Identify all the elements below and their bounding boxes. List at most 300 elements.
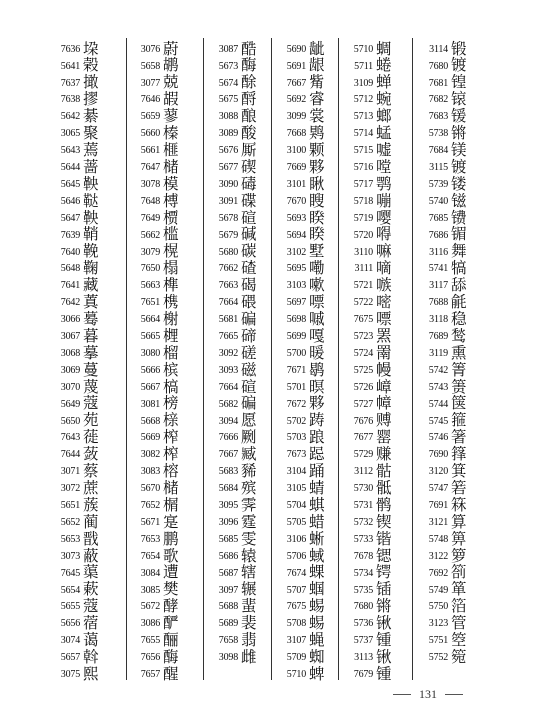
entry-character: 酾: [163, 631, 179, 649]
entry-character: 嗽: [309, 276, 325, 295]
entry-character: 蔷: [83, 157, 99, 176]
entry-character: 箩: [451, 546, 467, 565]
entry-code: 7670: [286, 195, 306, 207]
entry-character: 骶: [376, 478, 392, 497]
entry-code: 5744: [428, 398, 448, 410]
entry-character: 嘤: [376, 208, 392, 227]
entry-code: 3116: [429, 246, 448, 258]
entry-code: 5648: [60, 263, 80, 275]
entry-code: 7664: [218, 381, 238, 393]
entry-row: [130, 663, 179, 686]
entry-code: 3109: [353, 77, 373, 89]
entry-code: 5736: [353, 618, 373, 630]
entry-code: 5683: [218, 466, 238, 478]
entry-character: 歌: [163, 546, 179, 565]
entry-code: 7686: [428, 229, 448, 241]
entry-code: 5675: [218, 94, 238, 106]
entry-character: 臧: [241, 445, 257, 464]
entry-character: 厮: [241, 140, 257, 159]
entry-code: 5706: [286, 550, 306, 562]
entry-character: 蔻: [83, 597, 99, 616]
entry-character: 嘚: [376, 225, 392, 244]
entry-character: 鹗: [376, 174, 392, 193]
entry-code: 5746: [428, 432, 448, 444]
entry-character: 嘌: [376, 309, 392, 328]
entry-code: 5698: [286, 314, 306, 326]
entry-code: 7682: [428, 94, 448, 106]
entry-character: 鞘: [83, 225, 99, 244]
entry-code: 5703: [286, 432, 306, 444]
entry-code: 7656: [140, 652, 160, 664]
entry-character: 雯: [241, 529, 257, 548]
entry-character: 酵: [163, 597, 179, 616]
entry-character: 墅: [309, 242, 325, 261]
entry-code: 3066: [60, 314, 80, 326]
entry-character: 蜘: [309, 647, 325, 666]
entry-character: 箔: [451, 597, 467, 616]
entry-code: 3093: [218, 364, 238, 376]
entry-code: 3120: [428, 466, 448, 478]
entry-code: 7644: [60, 449, 80, 461]
entry-character: 蜢: [376, 124, 392, 142]
entry-character: 锹: [376, 614, 392, 633]
entry-character: 榨: [163, 445, 179, 464]
entry-code: 5720: [353, 229, 373, 241]
entry-code: 5747: [428, 483, 448, 495]
entry-code: 3123: [428, 618, 448, 630]
entry-code: 5729: [353, 449, 373, 461]
entry-character: 槛: [163, 225, 179, 244]
entry-character: 罂: [376, 428, 392, 447]
entry-code: 5671: [140, 516, 160, 528]
entry-code: 3113: [354, 652, 373, 664]
entry-code: 5681: [218, 314, 238, 326]
entry-code: 5711: [354, 60, 373, 72]
entry-character: 稳: [451, 309, 467, 328]
entry-character: 碣: [241, 276, 257, 295]
entry-code: 7691: [428, 500, 448, 512]
entry-character: 蜴: [309, 614, 325, 633]
entry-code: 7665: [218, 331, 238, 343]
entry-character: 蜾: [309, 563, 325, 582]
entry-character: 蜿: [376, 90, 392, 109]
entry-code: 3104: [286, 466, 306, 478]
entry-code: 3094: [218, 415, 238, 427]
entry-code: 3096: [218, 516, 238, 528]
entry-character: 鹙: [451, 326, 467, 345]
entry-character: 锴: [376, 529, 392, 548]
entry-character: 箐: [451, 360, 467, 379]
entry-code: 5738: [428, 128, 448, 140]
entry-code: 5653: [60, 533, 80, 545]
entry-character: 嘡: [376, 157, 392, 176]
entry-code: 5717: [353, 178, 373, 190]
entry-character: 嘣: [376, 191, 392, 210]
entry-code: 5697: [286, 297, 306, 309]
entry-character: 撖: [83, 73, 99, 92]
entry-character: 碟: [241, 191, 257, 210]
entry-character: 磋: [241, 343, 257, 362]
entry-code: 5715: [353, 145, 373, 157]
entry-character: 暮: [83, 326, 99, 345]
entry-code: 7658: [218, 635, 238, 647]
entry-row: [276, 663, 325, 686]
entry-character: 榖: [83, 56, 99, 75]
entry-code: 5685: [218, 533, 238, 545]
entry-code: 5687: [218, 567, 238, 579]
entry-character: 鞅: [83, 208, 99, 227]
entry-code: 7677: [353, 432, 373, 444]
entry-character: 碱: [241, 225, 257, 244]
entry-character: 舞: [451, 242, 467, 261]
entry-character: 酶: [163, 647, 179, 666]
entry-character: 嘁: [309, 309, 325, 328]
entry-code: 7639: [60, 229, 80, 241]
entry-code: 5682: [218, 398, 238, 410]
entry-character: 镄: [451, 208, 467, 227]
entry-character: 綦: [83, 107, 99, 126]
entry-code: 5660: [140, 128, 160, 140]
entry-character: 锾: [451, 107, 467, 126]
entry-code: 7692: [428, 567, 448, 579]
entry-character: 嘞: [309, 259, 325, 278]
entry-code: 7647: [140, 162, 160, 174]
entry-code: 5705: [286, 516, 306, 528]
entry-code: 5725: [353, 364, 373, 376]
entry-character: 骷: [376, 462, 392, 480]
entry-code: 5751: [428, 635, 448, 647]
entry-character: 槜: [163, 293, 179, 311]
column-divider: [338, 38, 339, 680]
entry-code: 5712: [353, 94, 373, 106]
entry-character: 赙: [376, 411, 392, 430]
entry-character: 蝇: [309, 631, 325, 649]
entry-character: 槠: [163, 157, 179, 176]
entry-code: 7662: [218, 263, 238, 275]
entry-character: 碶: [241, 157, 257, 176]
entry-code: 5700: [286, 347, 306, 359]
entry-code: 5714: [353, 128, 373, 140]
entry-character: 榑: [163, 191, 179, 210]
entry-character: 酷: [241, 39, 257, 58]
entry-code: 5695: [286, 263, 306, 275]
entry-code: 7645: [60, 567, 80, 579]
entry-character: 镀: [451, 56, 467, 75]
entry-character: 酹: [241, 90, 257, 109]
entry-character: 霁: [241, 495, 257, 514]
entry-character: 睽: [309, 208, 325, 227]
entry-code: 7646: [140, 94, 160, 106]
entry-code: 7667: [286, 77, 306, 89]
entry-code: 5701: [286, 381, 306, 393]
entry-character: 暝: [309, 377, 325, 396]
entry-character: 鹕: [163, 56, 179, 75]
entry-code: 5702: [286, 415, 306, 427]
page-number: 131: [419, 687, 437, 701]
entry-character: 蜱: [309, 664, 325, 683]
entry-code: 5721: [353, 280, 373, 292]
entry-code: 7643: [60, 432, 80, 444]
entry-code: 5673: [218, 60, 238, 72]
entry-character: 锽: [451, 73, 467, 92]
entry-character: 箦: [451, 377, 467, 396]
entry-character: 踉: [309, 428, 325, 447]
entry-code: 5726: [353, 381, 373, 393]
entry-character: 蕖: [83, 563, 99, 582]
entry-code: 5742: [428, 364, 448, 376]
entry-code: 5741: [428, 263, 448, 275]
entry-character: 模: [163, 174, 179, 193]
entry-character: 箧: [451, 394, 467, 413]
entry-character: 嘛: [376, 242, 392, 261]
entry-code: 7652: [140, 500, 160, 512]
entry-code: 5739: [428, 178, 448, 190]
entry-character: 蜩: [376, 39, 392, 58]
entry-character: 槟: [163, 360, 179, 379]
entry-character: 蜡: [309, 512, 325, 531]
entry-character: 蔑: [83, 377, 99, 396]
entry-character: 蔼: [83, 631, 99, 649]
entry-character: 槠: [163, 478, 179, 497]
entry-character: 罴: [376, 326, 392, 345]
entry-character: 箪: [451, 580, 467, 599]
entry-character: 管: [451, 614, 467, 633]
entry-character: 毹: [451, 293, 467, 311]
entry-code: 5658: [140, 60, 160, 72]
entry-character: 酽: [163, 614, 179, 633]
entry-character: 蜞: [309, 495, 325, 514]
entry-code: 5643: [60, 145, 80, 157]
entry-code: 3110: [354, 246, 373, 258]
entry-character: 嘏: [163, 90, 179, 109]
column-divider: [271, 38, 272, 680]
entry-code: 5651: [60, 500, 80, 512]
entry-code: 5662: [140, 229, 160, 241]
entry-character: 嗾: [376, 276, 392, 295]
entry-code: 7640: [60, 246, 80, 258]
entry-character: 摎: [83, 90, 99, 109]
entry-character: 箨: [451, 445, 467, 464]
entry-character: 蒖: [83, 293, 99, 311]
entry-code: 5718: [353, 195, 373, 207]
entry-character: 藏: [83, 276, 99, 295]
column-divider: [126, 38, 127, 680]
entry-code: 7675: [353, 314, 373, 326]
entry-code: 5692: [286, 94, 306, 106]
entry-code: 7663: [218, 280, 238, 292]
entry-code: 5657: [60, 652, 80, 664]
entry-code: 7681: [428, 77, 448, 89]
entry-code: 5731: [353, 500, 373, 512]
entry-code: 3068: [60, 347, 80, 359]
entry-code: 3092: [218, 347, 238, 359]
entry-code: 3088: [218, 111, 238, 123]
entry-character: 箚: [451, 563, 467, 582]
entry-character: 碴: [241, 259, 257, 278]
entry-code: 5723: [353, 331, 373, 343]
entry-character: 龇: [309, 39, 325, 58]
column-divider: [412, 38, 413, 680]
entry-code: 5710: [353, 43, 373, 55]
entry-code: 3074: [60, 635, 80, 647]
entry-code: 3065: [60, 128, 80, 140]
entry-character: 榥: [163, 242, 179, 261]
entry-code: 5716: [353, 162, 373, 174]
entry-character: 蔻: [83, 394, 99, 413]
entry-character: 蔫: [83, 140, 99, 159]
entry-code: 5710: [286, 669, 306, 681]
entry-code: 5655: [60, 601, 80, 613]
entry-code: 5663: [140, 280, 160, 292]
entry-code: 5727: [353, 398, 373, 410]
entry-code: 5709: [286, 652, 306, 664]
entry-character: 螂: [376, 107, 392, 126]
entry-code: 7653: [140, 533, 160, 545]
entry-character: 摹: [83, 343, 99, 362]
entry-character: 蔓: [83, 360, 99, 379]
entry-character: 箸: [451, 428, 467, 447]
entry-code: 7642: [60, 297, 80, 309]
entry-code: 5748: [428, 533, 448, 545]
entry-character: 镂: [451, 174, 467, 193]
footer-dash-right: [445, 694, 463, 695]
entry-code: 5677: [218, 162, 238, 174]
entry-code: 3106: [286, 533, 306, 545]
entry-code: 5752: [428, 652, 448, 664]
entry-code: 7667: [218, 449, 238, 461]
entry-character: 槁: [163, 377, 179, 396]
entry-character: 鹘: [376, 495, 392, 514]
entry-code: 5690: [286, 43, 306, 55]
entry-code: 5649: [60, 398, 80, 410]
entry-code: 3067: [60, 331, 80, 343]
entry-character: 幔: [376, 360, 392, 379]
entry-character: 踊: [309, 462, 325, 480]
entry-character: 蝉: [376, 73, 392, 92]
entry-character: 镅: [451, 225, 467, 244]
entry-character: 榧: [163, 140, 179, 159]
entry-character: 锵: [451, 124, 467, 142]
entry-character: 睽: [309, 225, 325, 244]
entry-character: 蔗: [83, 478, 99, 497]
entry-code: 5707: [286, 584, 306, 596]
entry-code: 3122: [428, 550, 448, 562]
entry-character: 嶂: [376, 377, 392, 396]
entry-code: 7651: [140, 297, 160, 309]
entry-character: 樊: [163, 580, 179, 599]
entry-character: 蜻: [309, 478, 325, 497]
entry-character: 踌: [309, 411, 325, 430]
entry-character: 觜: [309, 73, 325, 92]
entry-code: 7676: [353, 415, 373, 427]
entry-character: 榛: [163, 124, 179, 142]
entry-character: 暖: [309, 343, 325, 362]
entry-character: 榨: [163, 428, 179, 447]
entry-character: 蔌: [83, 580, 99, 599]
entry-code: 3083: [140, 466, 160, 478]
entry-code: 5733: [353, 533, 373, 545]
entry-code: 3112: [354, 466, 373, 478]
entry-code: 3121: [428, 516, 448, 528]
entry-character: 碨: [241, 293, 257, 311]
entry-code: 5708: [286, 618, 306, 630]
entry-code: 7666: [218, 432, 238, 444]
entry-character: 蓦: [83, 309, 99, 328]
entry-code: 3095: [218, 500, 238, 512]
entry-code: 5704: [286, 500, 306, 512]
entry-character: 榸: [163, 326, 179, 345]
entry-character: 裴: [241, 614, 257, 633]
entry-character: 算: [451, 512, 467, 531]
entry-character: 熙: [83, 664, 99, 683]
entry-code: 7674: [286, 567, 306, 579]
entry-code: 7688: [428, 297, 448, 309]
entry-code: 5724: [353, 347, 373, 359]
entry-code: 5730: [353, 483, 373, 495]
entry-character: 箬: [451, 478, 467, 497]
entry-code: 3099: [286, 111, 306, 123]
entry-character: 蓼: [163, 107, 179, 126]
entry-character: 鹖: [309, 360, 325, 379]
entry-character: 箢: [451, 647, 467, 666]
entry-code: 3117: [429, 280, 448, 292]
entry-code: 7654: [140, 550, 160, 562]
entry-character: 颗: [309, 140, 325, 159]
entry-character: 锷: [376, 563, 392, 582]
entry-code: 5642: [60, 111, 80, 123]
entry-code: 3102: [286, 246, 306, 258]
entry-code: 3078: [140, 178, 160, 190]
entry-code: 5652: [60, 516, 80, 528]
entry-character: 锲: [376, 512, 392, 531]
entry-character: 殡: [241, 478, 257, 497]
entry-character: 锵: [376, 597, 392, 616]
entry-character: 蜴: [309, 597, 325, 616]
entry-code: 5644: [60, 162, 80, 174]
entry-code: 7650: [140, 263, 160, 275]
entry-character: 龈: [309, 56, 325, 75]
entry-character: 戬: [83, 529, 99, 548]
page-footer: [385, 687, 471, 702]
entry-code: 3097: [218, 584, 238, 596]
entry-character: 碳: [241, 242, 257, 261]
entry-character: 箜: [451, 631, 467, 649]
entry-code: 7680: [353, 601, 373, 613]
entry-code: 5641: [60, 60, 80, 72]
entry-code: 3107: [286, 635, 306, 647]
entry-character: 鞠: [83, 259, 99, 278]
entry-character: 榜: [163, 394, 179, 413]
entry-character: 鹏: [163, 529, 179, 548]
entry-character: 嘎: [309, 326, 325, 345]
entry-character: 碹: [241, 377, 257, 396]
entry-character: 碲: [241, 326, 257, 345]
entry-code: 7678: [353, 550, 373, 562]
entry-code: 7684: [428, 145, 448, 157]
entry-character: 酴: [241, 73, 257, 92]
entry-code: 7638: [60, 94, 80, 106]
entry-character: 鞑: [83, 191, 99, 210]
entry-code: 5719: [353, 212, 373, 224]
entry-character: 幛: [376, 394, 392, 413]
entry-character: 辖: [241, 563, 257, 582]
entry-code: 3111: [354, 263, 373, 275]
entry-code: 5678: [218, 212, 238, 224]
entry-code: 3070: [60, 381, 80, 393]
entry-code: 5674: [218, 77, 238, 89]
entry-character: 镁: [451, 140, 467, 159]
entry-code: 3077: [140, 77, 160, 89]
